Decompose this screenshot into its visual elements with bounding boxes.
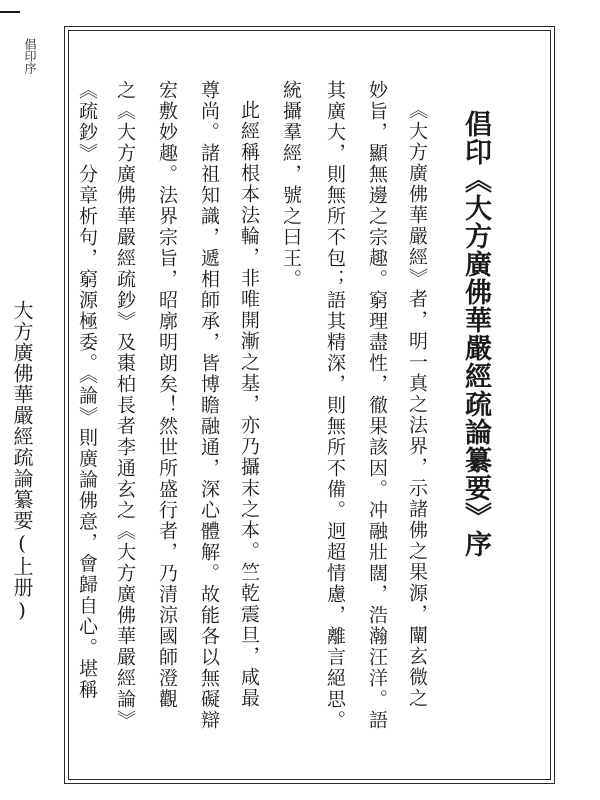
running-head: 倡印序 <box>23 38 37 74</box>
body-column-9: 《疏鈔》分章析句，窮源極委。《論》則廣論佛意，會歸自心。堪稱 <box>76 80 98 701</box>
body-column-3: 其廣大，則無所不包；語其精深，則無所不備。迥超情慮，離言絕思。 <box>324 80 346 731</box>
body-column-5: 此經稱根本法輪，非唯開漸之基，亦乃攝末之本。竺乾震旦，咸最 <box>238 100 260 709</box>
body-column-1: 《大方廣佛華嚴經》者，明一真之法界，示諸佛之果源，闡玄微之 <box>406 100 428 709</box>
body-column-8: 之《大方廣佛華嚴經疏鈔》及棗柏長者李通玄之《大方廣佛華嚴經論》 <box>114 80 136 731</box>
body-column-7: 宏敷妙趣。法界宗旨，昭廓明朗矣！然世所盛行者，乃清涼國師澄觀 <box>156 80 178 710</box>
body-column-4: 統攝羣經，號之曰王。 <box>280 80 302 290</box>
body-column-2: 妙旨，顯無邊之宗趣。窮理盡性，徹果該因。冲融壯闊，浩瀚汪洋。語 <box>366 80 388 731</box>
preface-title: 倡印《大方廣佛華嚴經疏論纂要》序 <box>460 110 491 558</box>
page-number <box>0 0 20 28</box>
book-title: 大方廣佛華嚴經疏論纂要(上册) <box>10 300 34 623</box>
body-column-6: 尊尚。諸祖知識，遞相師承，皆博瞻融通，深心體解。故能各以無礙辯 <box>198 80 220 731</box>
